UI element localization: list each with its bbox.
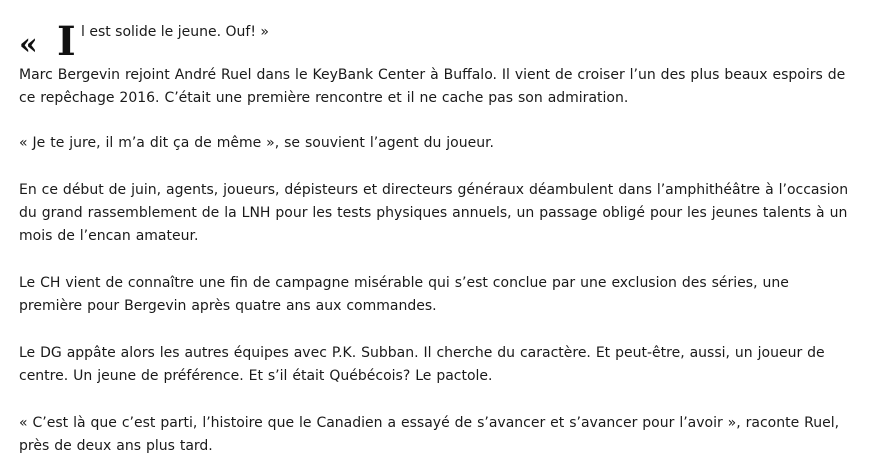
paragraph-5: Le DG appâte alors les autres équipes avec P.K. Subban. Il cherche du caractère. Et peut-être, aussi, un joueur de centre. Un jeune de préférence. Et s’il était Québécois? Le pactole. [19, 345, 825, 384]
paragraph-3: En ce début de juin, agents, joueurs, dépisteurs et directeurs généraux déambulent dans l’amphithéâtre à l’occasion du grand rassemblement de la LNH pour les tests physiques annuels, un passage obligé pour les jeunes talents à un mois de l’encan amateur. [19, 182, 849, 244]
paragraph-2: « Je te jure, il m’a dit ça de même », se souvient l’agent du joueur. [19, 135, 495, 151]
drop-cap-letter: I [57, 18, 76, 65]
article-body [19, 0, 849, 458]
drop-quote-mark: « [19, 27, 38, 62]
paragraph-4: Le CH vient de connaître une fin de campagne misérable qui s’est conclue par une exclusion des séries, une première pour Bergevin après quatre ans aux commandes. [19, 275, 789, 314]
paragraph-6: « C’est là que c’est parti, l’histoire que le Canadien a essayé de s’avancer et s’avancer pour l’avoir », raconte Ruel, près de deux ans plus tard. [19, 415, 840, 454]
lead-quote-text: l est solide le jeune. Ouf! » [81, 24, 269, 40]
article-lead [19, 0, 849, 64]
paragraph-1: Marc Bergevin rejoint André Ruel dans le KeyBank Center à Buffalo. Il vient de croiser l’un des plus beaux espoirs de ce repêchage 2016. C’était une première rencontre et il ne cache pas son admiration. [19, 67, 846, 106]
